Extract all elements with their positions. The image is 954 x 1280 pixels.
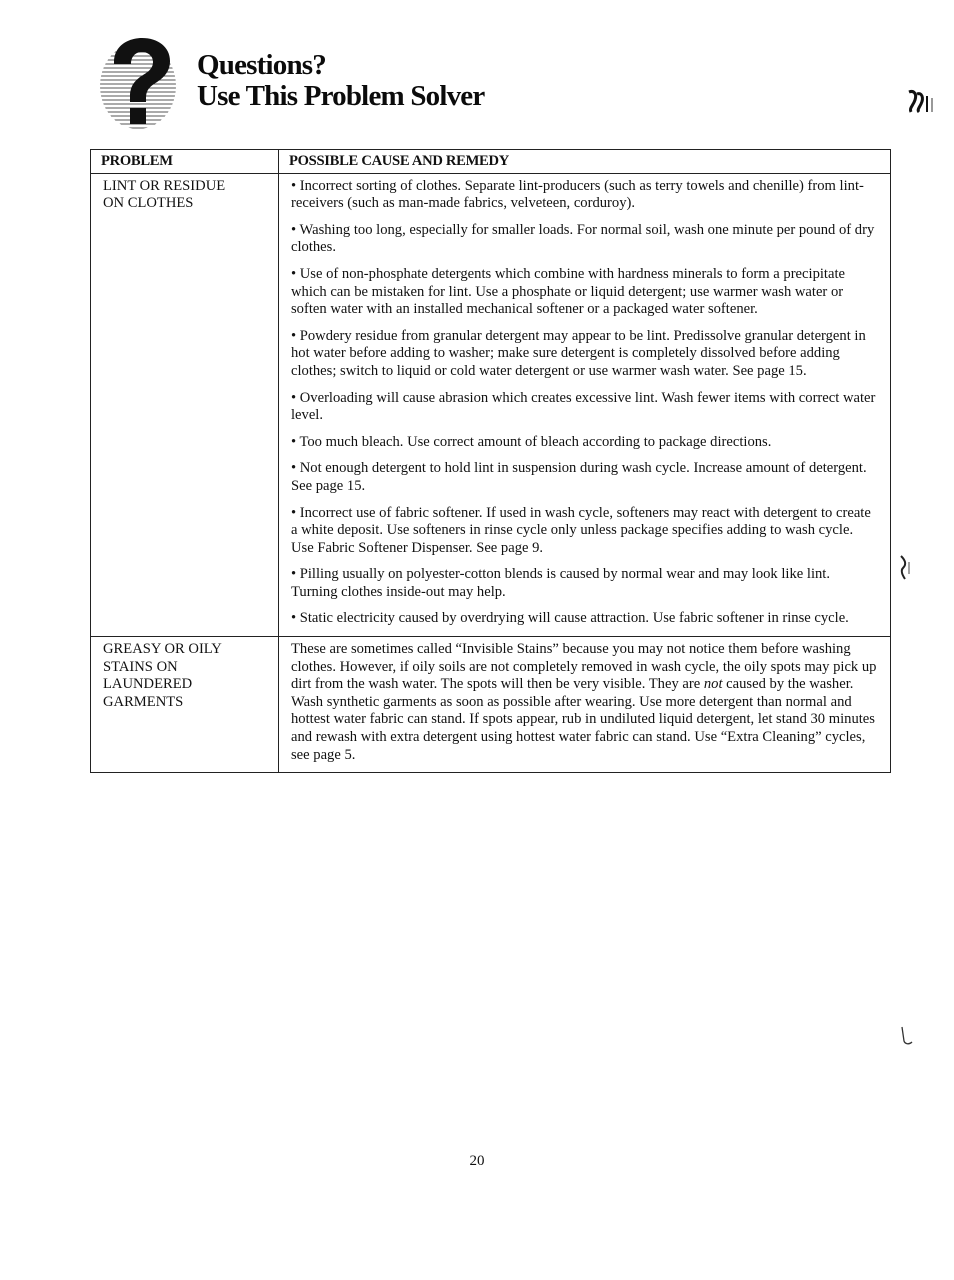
problem-text: GARMENTS	[103, 693, 184, 710]
remedy-paragraph	[291, 641, 878, 764]
remedy-item: • Overloading will cause abrasion which creates excessive lint. Wash fewer items with correct water level.	[291, 389, 876, 424]
remedy-item: • Incorrect use of fabric softener. If used in wash cycle, softeners may react with detergent to create a white deposit. Use softeners in rinse cycle only unless package specifies adding to wash cycle. Use Fabric Softener Dispenser. See page 9.	[291, 504, 871, 556]
column-header-problem: PROBLEM	[91, 150, 279, 174]
remedy-cell	[279, 173, 891, 636]
page-number: 20	[469, 1153, 485, 1169]
scan-mark-icon	[897, 1025, 917, 1047]
title-line-1: Questions?	[197, 49, 326, 81]
remedy-cell	[279, 637, 891, 773]
remedy-text: These are sometimes called “Invisible Stains” because you may not notice them before washing clothes. However, if oily soils are not completely removed in wash cycle, the oily spots may pick up dirt from the wash water. The spots will then be very visible. They are	[291, 641, 877, 693]
table-header-row	[91, 150, 891, 174]
remedy-item: • Not enough detergent to hold lint in suspension during wash cycle. Increase amount of detergent. See page 15.	[291, 460, 867, 494]
column-header-remedy: POSSIBLE CAUSE AND REMEDY	[279, 150, 891, 174]
scan-mark-icon	[895, 552, 915, 582]
problem-text: LAUNDERED	[103, 676, 193, 693]
remedy-item: • Pilling usually on polyester-cotton blends is caused by normal wear and may look like lint. Turning clothes inside-out may help.	[291, 566, 831, 600]
remedy-item: • Washing too long, especially for smaller loads. For normal soil, wash one minute per pound of dry clothes.	[291, 221, 875, 256]
remedy-item: • Powdery residue from granular detergent may appear to be lint. Predissolve granular detergent in hot water before adding to washer; make sure detergent is completely dissolved before adding clothes; switch to liquid or cold water detergent or use warmer wash water. See page 15.	[291, 327, 866, 379]
problem-text: GREASY OR OILY	[103, 641, 222, 658]
remedy-text: caused by the washer. Wash synthetic garments as soon as possible after wearing. Use more detergent than normal and hottest water fabric can stand. If spots appear, rub in undiluted liquid detergent, let stand 30 minutes and rewash with extra detergent using hottest water fabric can stand. Use “Extra Cleaning” cycles, see page 5.	[291, 676, 875, 763]
remedy-emphasis: not	[703, 676, 723, 693]
problem-text: STAINS ON	[103, 658, 178, 675]
problem-cell	[91, 173, 279, 636]
remedy-item: • Use of non-phosphate detergents which combine with hardness minerals to form a precipitate which can be mistaken for lint. Use a phosphate or liquid detergent; use warmer wash water or soften water with an installed mechanical softener or a packaged water softener.	[291, 265, 845, 318]
problem-text: LINT OR RESIDUE	[103, 177, 226, 194]
remedy-item: • Static electricity caused by overdrying will cause attraction. Use fabric softener in rinse cycle.	[291, 610, 849, 627]
problem-solver-table	[90, 149, 891, 773]
remedy-item: • Incorrect sorting of clothes. Separate lint-producers (such as terry towels and chenille) from lint-receivers (such as man-made fabrics, velveteen, corduroy).	[291, 177, 864, 212]
problem-cell	[91, 637, 279, 773]
title-line-2: Use This Problem Solver	[197, 80, 485, 112]
binding-mark-icon	[905, 88, 935, 114]
remedy-item: • Too much bleach. Use correct amount of bleach according to package directions.	[291, 433, 772, 450]
table-row	[91, 637, 891, 773]
problem-text: ON CLOTHES	[103, 195, 194, 212]
question-mark-logo-icon	[100, 36, 180, 132]
table-row	[91, 173, 891, 636]
page-title	[197, 50, 484, 112]
